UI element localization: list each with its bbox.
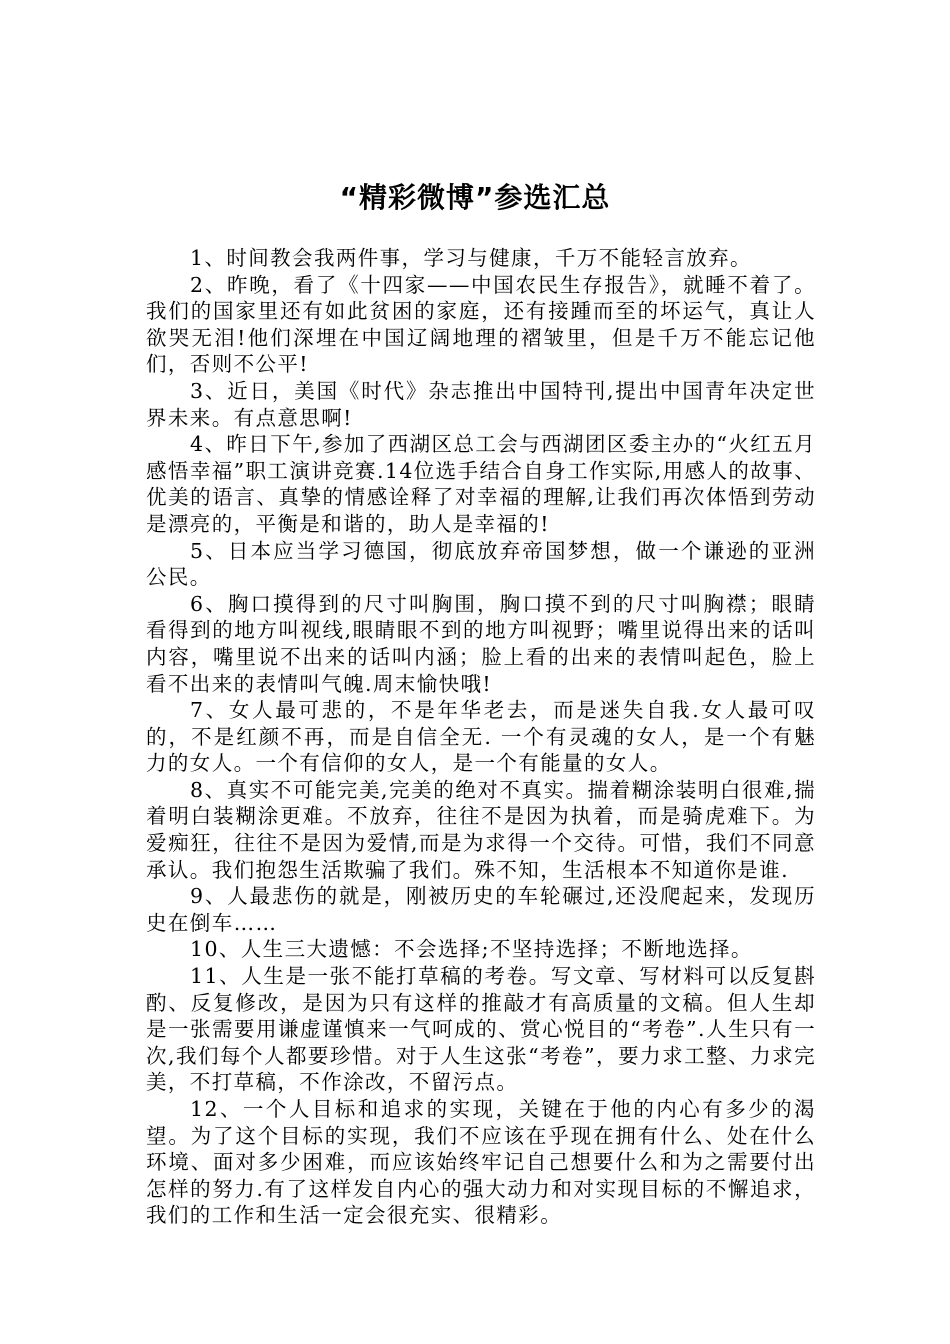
document-body [146,245,816,1229]
paragraph-1: 1、时间教会我两件事，学习与健康，千万不能轻言放弃。 [190,246,752,270]
paragraph-10: 10、人生三大遗憾：不会选择;不坚持选择；不断地选择。 [190,937,753,962]
paragraph-9: 9、人最悲伤的就是，刚被历史的车轮碾过,还没爬起来，发现历史在倒车…… [146,884,816,935]
paragraph-2: 2、昨晚，看了《十四家——中国农民生存报告》，就睡不着了。我们的国家里还有如此贫困的家庭，还有接踵而至的坏运气，真让人欲哭无泪!他们深埋在中国辽阔地理的褶皱里，但是千万不能忘记他们，否则不公平! [146,272,816,377]
paragraph-5: 5、日本应当学习德国，彻底放弃帝国梦想，做一个谦逊的亚洲公民。 [146,538,816,590]
paragraph-3: 3、近日，美国《时代》杂志推出中国特刊,提出中国青年决定世界未来。有点意思啊! [146,378,816,430]
paragraph-8: 8、真实不可能完美,完美的绝对不真实。揣着糊涂装明白很难,揣着明白装糊涂更难。不放弃，往往不是因为执着，而是骑虎难下。为爱痴狂，往往不是因为爱情,而是为求得一个交待。可惜，我们不同意承认。我们抱怨生活欺骗了我们。殊不知，生活根本不知道你是谁. [146,777,816,882]
paragraph-6: 6、胸口摸得到的尺寸叫胸围，胸口摸不到的尺寸叫胸襟；眼睛看得到的地方叫视线,眼睛眼不到的地方叫视野；嘴里说得出来的话叫内容，嘴里说不出来的话叫内涵；脸上看的出来的表情叫起色，脸上看不出来的表情叫气魄.周末愉快哦! [146,591,816,696]
document-title: “精彩微博”参选汇总 [339,181,611,214]
paragraph-12: 12、一个人目标和追求的实现，关键在于他的内心有多少的渴望。为了这个目标的实现，我们不应该在乎现在拥有什么、处在什么环境、面对多少困难，而应该始终牢记自己想要什么和为之需要付出怎样的努力.有了这样发自内心的强大动力和对实现目标的不懈追求，我们的工作和生活一定会很充实、很精彩。 [146,1097,816,1228]
paragraph-7: 7、女人最可悲的，不是年华老去，而是迷失自我.女人最可叹的，不是红颜不再，而是自信全无. 一个有灵魂的女人，是一个有魅力的女人。一个有信仰的女人，是一个有能量的女人。 [146,698,816,776]
paragraph-4: 4、昨日下午,参加了西湖区总工会与西湖团区委主办的“火红五月 感悟幸福”职工演讲竞赛.14位选手结合自身工作实际,用感人的故事、优美的语言、真挚的情感诠释了对幸福的理解,让我们再次体悟到劳动是漂亮的，平衡是和谐的，助人是幸福的! [146,432,816,536]
paragraph-11: 11、人生是一张不能打草稿的考卷。写文章、写材料可以反复斟酌、反复修改，是因为只有这样的推敲才有高质量的文稿。但人生却是一张需要用谦虚谨慎来一气呵成的、赏心悦目的“考卷”.人生只有一次,我们每个人都要珍惜。对于人生这张“考卷”，要力求工整、力求完美，不打草稿，不作涂改，不留污点。 [146,964,816,1095]
